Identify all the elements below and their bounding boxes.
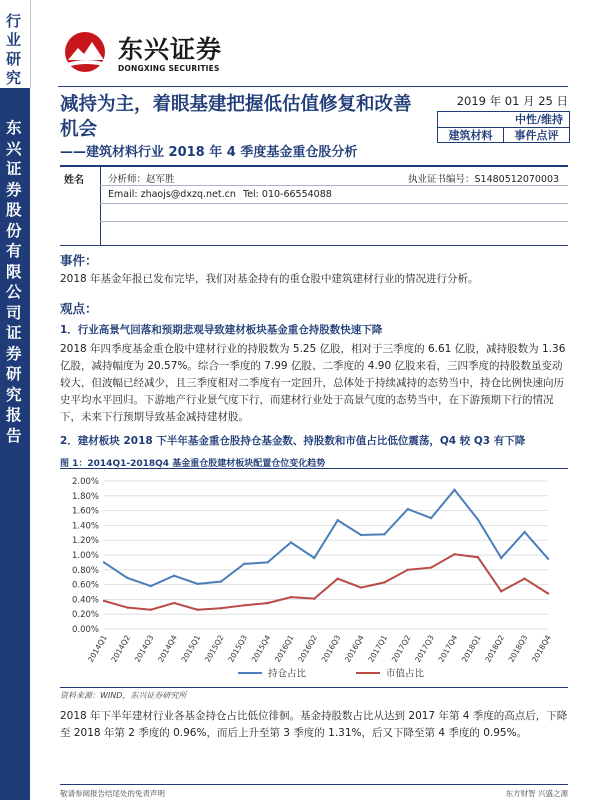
data-point: [220, 580, 222, 582]
sidebar-company: 东兴证券股份有限公司证券研究报告: [6, 119, 22, 445]
data-point: [103, 561, 105, 563]
x-tick-label: 2017Q4: [436, 633, 460, 664]
x-tick-label: 2017Q2: [389, 633, 413, 664]
sidebar-category: 行业研究: [6, 12, 22, 87]
data-point: [453, 489, 455, 491]
point-1-text: 2018 年四季度基金重仓股中建材行业的持股数为 5.25 亿股，相对于三季度的 6.61 亿股，减持股数为 1.36 亿股，减持幅度为 20.57%。综合一季度的 7.99 亿股、二季度的 4.90 亿股来看，三四季度的持股数虽变动较大，但波幅已经减少，且三季度相对二季度有一定回升，总体处于持续减持的态势当中，持仓比例快速向历史平均水平回归。下游地产行业景气度下行，而建材行业处于高景气度的态势当中，在下游预期下行的情况下，未来下行预期导致基金减持建材股。: [60, 343, 566, 423]
x-tick-label: 2015Q3: [226, 633, 249, 664]
x-tick-label: 2014Q2: [109, 633, 133, 664]
footer-divider: [60, 784, 568, 785]
data-point: [220, 607, 222, 609]
header-divider: [58, 86, 568, 87]
chart-svg: [60, 469, 568, 687]
series-line-2: [104, 554, 548, 610]
data-point: [266, 602, 268, 604]
x-tick-label: 2017Q3: [413, 633, 436, 664]
data-point: [103, 600, 105, 602]
industry-tag: 建筑材料: [438, 128, 504, 143]
x-tick-label: 2015Q1: [179, 633, 203, 664]
x-tick-label: 2015Q4: [249, 633, 273, 664]
analyst-row-name: [100, 167, 568, 186]
analyst-row-empty-1: [100, 203, 568, 222]
footer-slogan: 东方财智 兴盛之源: [505, 789, 568, 798]
sidebar: [0, 0, 30, 800]
data-point: [196, 609, 198, 611]
report-subtitle: ——建筑材料行业 2018 年 4 季度基金重仓股分析: [60, 145, 358, 160]
legend-label-1: 持仓占比: [268, 668, 307, 680]
y-tick-label: 0.20%: [71, 610, 99, 621]
data-point: [290, 596, 292, 598]
report-type-tag: 事件点评: [514, 129, 559, 142]
x-tick-label: 2018Q1: [459, 633, 483, 664]
legend-label-2: 市值占比: [386, 668, 425, 680]
data-point: [477, 556, 479, 558]
data-point: [383, 581, 385, 583]
analyst-table: [60, 165, 568, 246]
x-tick-label: 2014Q3: [132, 633, 156, 664]
data-point: [547, 558, 549, 560]
conclusion-text: 2018 年下半年建材行业各基金持仓占比低位徘徊。基金持股数占比从达到 2017 年第 4 季度的高点后，下降至 2018 年第 2 季度的 0.96%，而后上升至第 3 季度的 1.31%，后又下降至第 4 季度的 0.95%。: [60, 710, 568, 739]
y-tick-label: 0.80%: [71, 565, 99, 576]
x-tick-label: 2016Q2: [296, 633, 320, 664]
rating-label: 中性/维持: [438, 112, 569, 128]
data-point: [547, 592, 549, 594]
y-tick-label: 1.20%: [71, 536, 99, 547]
point-1-title: 1．行业高景气回落和预期悲观导致建材板块基金重仓持股数快速下降: [60, 324, 383, 336]
data-point: [243, 563, 245, 565]
data-point: [523, 577, 525, 579]
x-tick-label: 2015Q2: [202, 633, 226, 664]
data-point: [313, 557, 315, 559]
y-tick-label: 1.80%: [71, 491, 99, 502]
sidebar-bottom: [0, 88, 30, 800]
data-point: [360, 586, 362, 588]
logo-text-cn: 东兴证券: [118, 35, 223, 64]
data-point: [150, 609, 152, 611]
y-tick-label: 0.00%: [71, 625, 99, 635]
analyst-row-contact: [100, 185, 568, 204]
figure-source: 资料来源：WIND，东兴证券研究所: [60, 691, 187, 700]
x-tick-label: 2018Q2: [483, 633, 506, 664]
analyst-row-empty-2: [100, 221, 568, 239]
x-tick-label: 2018Q4: [530, 633, 553, 664]
data-point: [313, 597, 315, 599]
data-point: [243, 604, 245, 606]
y-tick-label: 0.60%: [71, 580, 99, 591]
footer-disclaimer: 敬请参阅报告结尾处的免责声明: [60, 789, 165, 798]
data-point: [523, 531, 525, 533]
event-text: 2018 年基金年报已发布完毕，我们对基金持有的重仓股中建筑建材行业的情况进行分析。: [60, 273, 479, 285]
x-tick-label: 2014Q1: [86, 633, 109, 664]
logo-text-en: DONGXING SECURITIES: [118, 64, 220, 73]
data-point: [126, 577, 128, 579]
sidebar-top: [0, 0, 31, 88]
data-point: [150, 585, 152, 587]
data-point: [173, 575, 175, 577]
x-tick-label: 2016Q3: [319, 633, 343, 664]
data-point: [290, 541, 292, 543]
y-tick-label: 1.00%: [71, 551, 99, 561]
point-2-title: 2．建材板块 2018 下半年基金重仓股持仓基金数、持股数和市值占比低位震荡，Q4 较 Q3 有下降: [60, 435, 526, 447]
data-point: [383, 533, 385, 535]
x-tick-label: 2018Q3: [506, 633, 530, 664]
data-point: [196, 583, 198, 585]
data-point: [500, 557, 502, 559]
data-point: [500, 590, 502, 592]
logo-icon: [60, 30, 114, 76]
figure-title: 图 1：2014Q1-2018Q4 基金重仓股建材板块配置仓位变化趋势: [60, 459, 326, 469]
analyst-email: Email: zhaojs@dxzq.net.cn: [108, 189, 236, 200]
data-point: [407, 508, 409, 510]
data-point: [430, 517, 432, 519]
data-point: [360, 534, 362, 536]
event-heading: 事件：: [60, 253, 98, 268]
analyst-cert: 执业证书编号：S1480512070003: [408, 174, 560, 185]
data-point: [266, 561, 268, 563]
report-title: 减持为主，着眼基建把握低估值修复和改善机会: [60, 94, 412, 140]
y-tick-label: 1.40%: [71, 521, 99, 532]
x-tick-label: 2014Q4: [156, 633, 179, 664]
data-point: [477, 518, 479, 520]
y-tick-label: 0.40%: [71, 595, 99, 606]
y-tick-label: 2.00%: [71, 477, 99, 487]
data-point: [173, 602, 175, 604]
series-line-1: [104, 490, 548, 586]
data-point: [336, 519, 338, 521]
y-tick-label: 1.60%: [71, 506, 99, 517]
data-point: [407, 569, 409, 571]
views-heading: 观点：: [60, 301, 98, 316]
x-tick-label: 2016Q1: [273, 633, 296, 664]
data-point: [126, 606, 128, 608]
line-chart: [60, 468, 568, 688]
analyst-name: 分析师：赵军胜: [108, 174, 175, 185]
x-tick-label: 2017Q1: [366, 633, 390, 664]
analyst-label-cell: [60, 167, 101, 245]
rating-box: [437, 111, 570, 143]
report-date: 2019 年 01 月 25 日: [456, 94, 568, 108]
data-point: [336, 577, 338, 579]
data-point: [430, 566, 432, 568]
x-tick-label: 2016Q4: [343, 633, 366, 664]
company-logo: [60, 28, 250, 78]
analyst-tel: Tel: 010-66554088: [243, 189, 332, 200]
data-point: [453, 553, 455, 555]
analyst-label: 姓名: [64, 175, 84, 186]
